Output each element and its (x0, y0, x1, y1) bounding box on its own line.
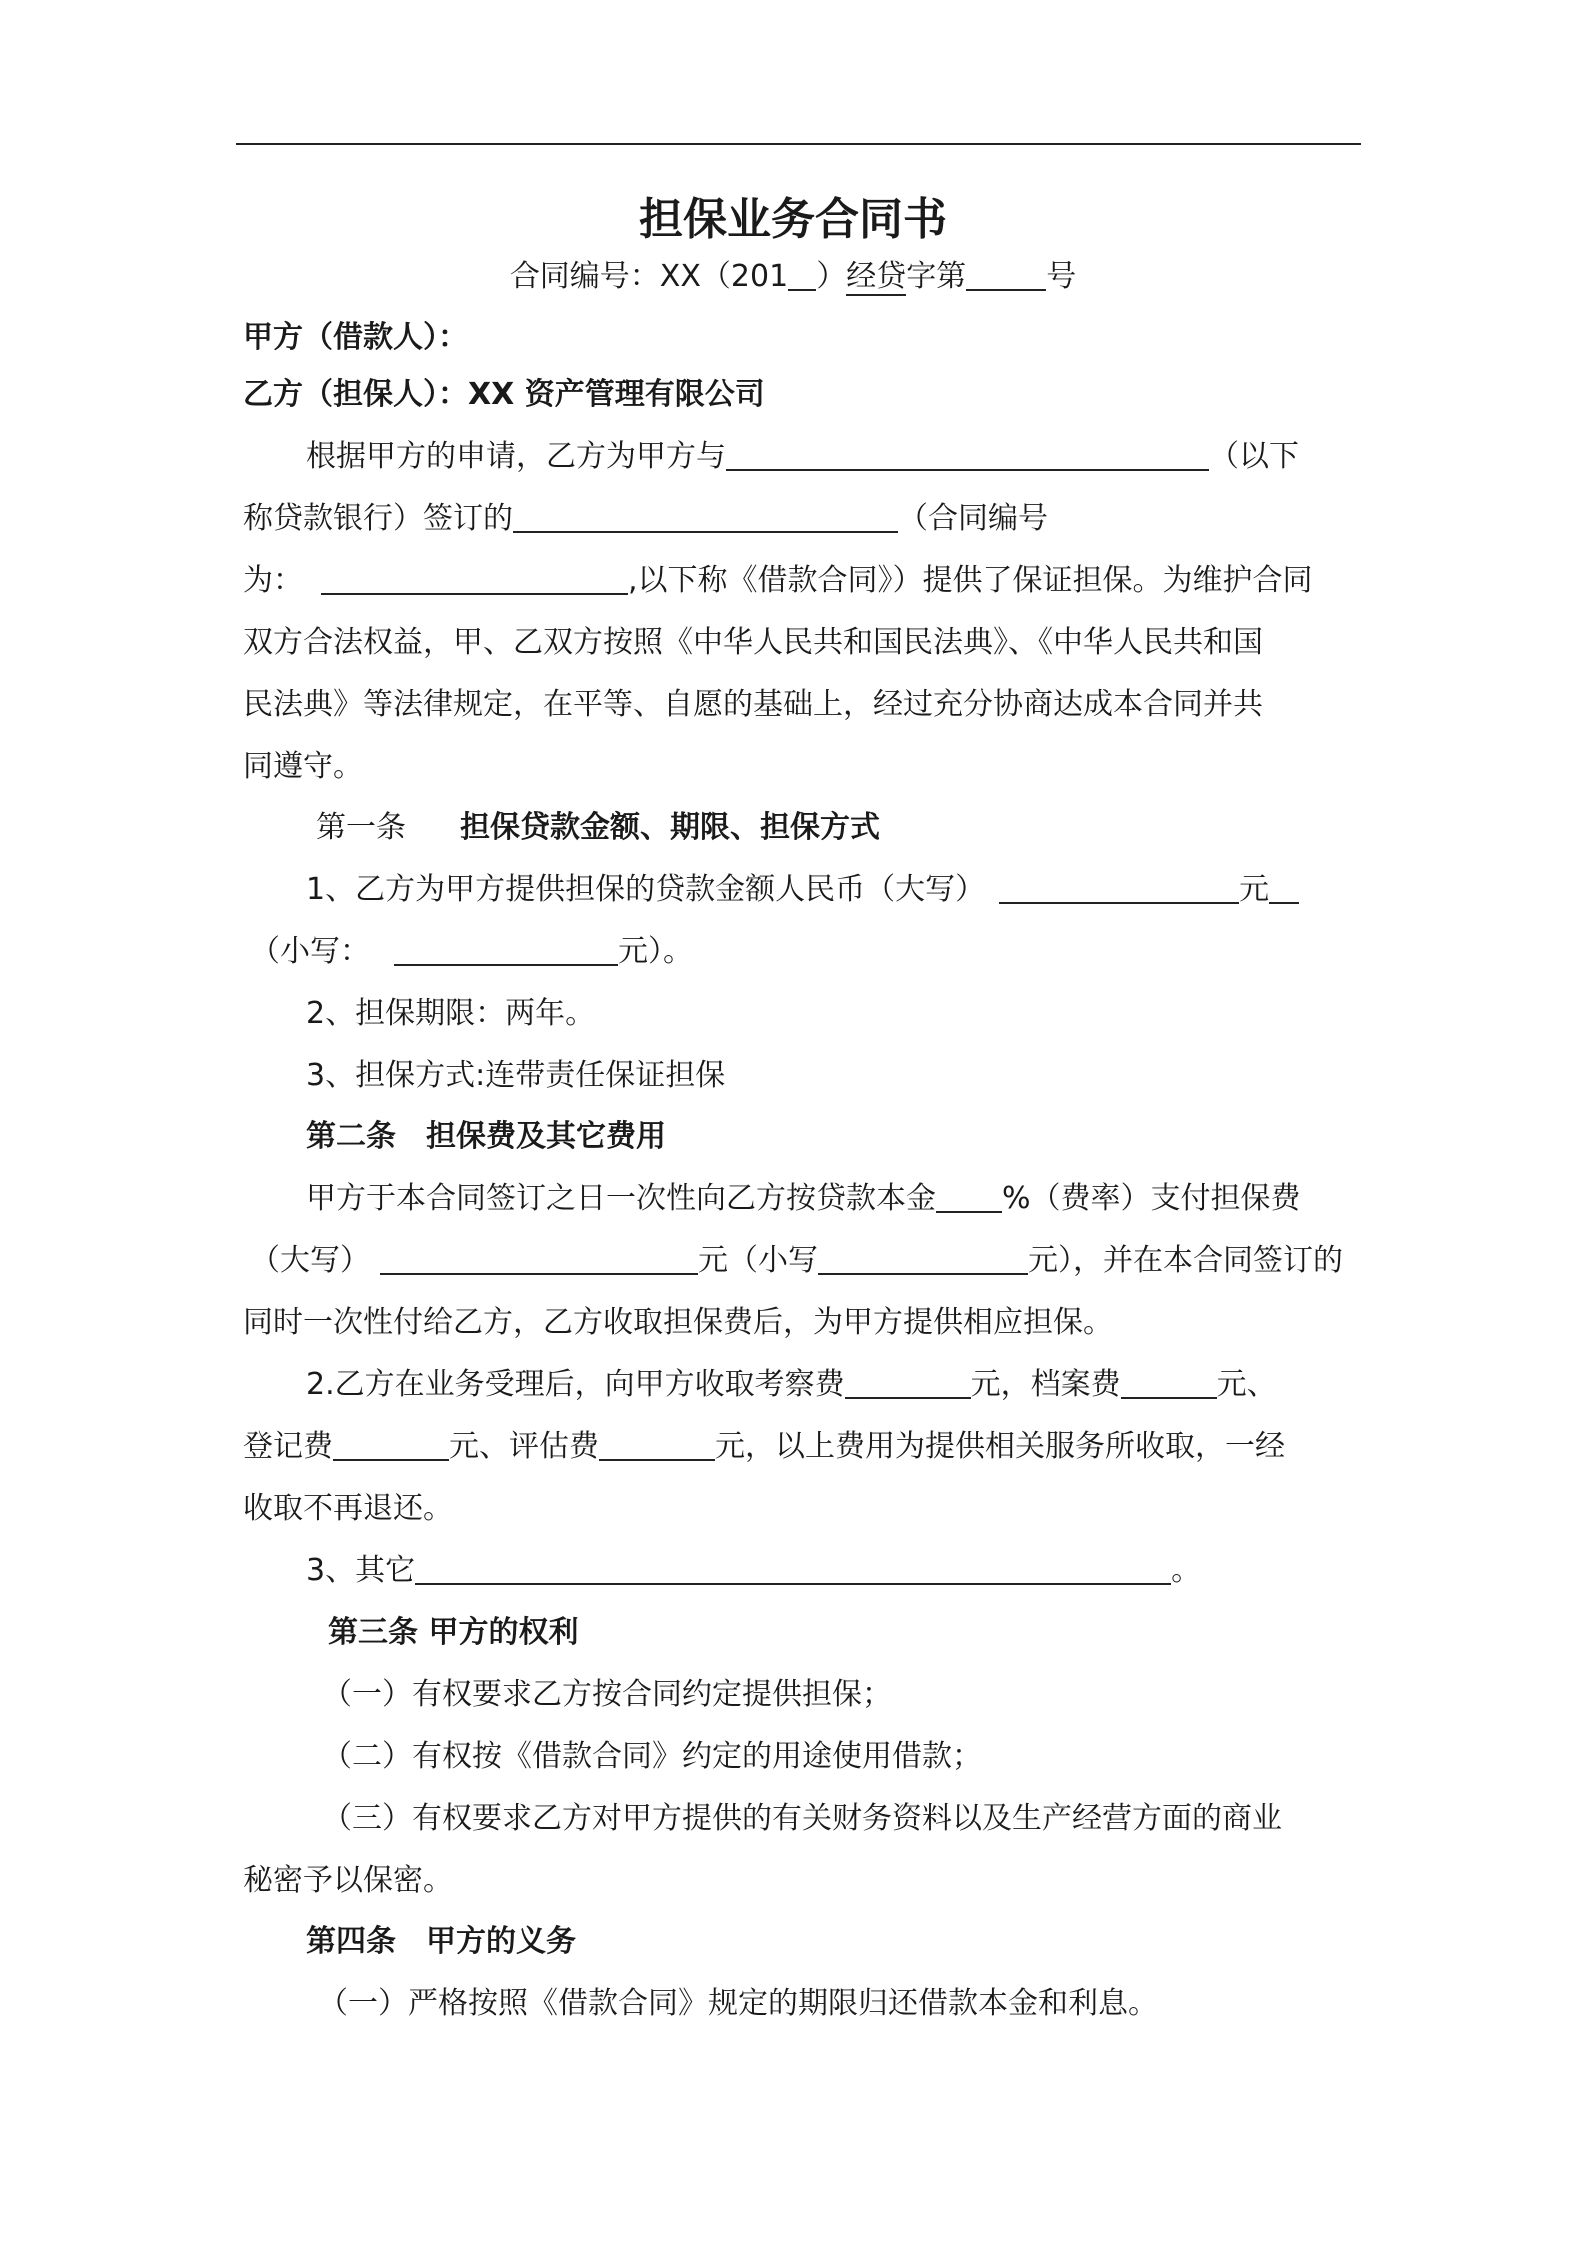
article-2-para-5 (243, 1423, 1386, 1471)
contract-number-prefix: 合同编号：XX（201 (509, 259, 789, 294)
item-text: 元 (1239, 872, 1270, 907)
intro-line-4: 双方合法权益，甲、乙双方按照《中华人民共和国民法典》、《中华人民共和国 (243, 625, 1263, 660)
intro-text: （合同编号 (898, 501, 1048, 536)
article-number: 第二条 (306, 1119, 396, 1154)
year-blank[interactable] (788, 253, 816, 291)
intro-text: 为： (243, 563, 303, 598)
item-text: 3、其它 (306, 1553, 416, 1588)
article-4-item-1: （一）严格按照《借款合同》规定的期限归还借款本金和利息。 (318, 1986, 1158, 2021)
article-1-item-2: 2、担保期限：两年。 (306, 996, 596, 1031)
item-text: 元），并在本合同签订的 (1028, 1243, 1343, 1278)
article-4-heading (306, 1918, 1386, 1966)
item-text: 登记费 (243, 1429, 333, 1464)
item-text: %（费率）支付担保费 (1002, 1181, 1301, 1216)
article-1-item-1 (306, 866, 1386, 914)
article-number: 第一条 (316, 810, 406, 845)
article-1-heading (316, 804, 1386, 852)
item-text: 1、乙方为甲方提供担保的贷款金额人民币（大写） (306, 872, 986, 907)
article-2-para-1 (306, 1175, 1386, 1223)
item-text: 元，档案费 (970, 1367, 1121, 1402)
bank-name-blank[interactable] (726, 433, 1209, 471)
trailing-blank[interactable] (1269, 866, 1299, 904)
intro-line-1 (306, 433, 1386, 481)
article-1-item-3: 3、担保方式:连带责任保证担保 (306, 1058, 726, 1093)
item-text: 元（小写 (698, 1243, 818, 1278)
article-title: 担保贷款金额、期限、担保方式 (460, 810, 880, 845)
intro-text: ,以下称《借款合同》）提供了保证担保。为维护合同 (628, 563, 1313, 598)
article-number: 第四条 (306, 1924, 396, 1959)
registration-fee-blank[interactable] (333, 1423, 449, 1461)
item-text: 元，以上费用为提供相关服务所收取，一经 (715, 1429, 1285, 1464)
item-text: 。 (1171, 1553, 1202, 1588)
article-title: 甲方的义务 (426, 1924, 576, 1959)
article-2-para-2 (250, 1237, 1386, 1285)
article-2-para-3: 同时一次性付给乙方，乙方收取担保费后，为甲方提供相应担保。 (243, 1305, 1113, 1340)
appraisal-fee-blank[interactable] (599, 1423, 715, 1461)
loan-contract-number-blank[interactable] (321, 557, 628, 595)
contract-number-end: 号 (1046, 259, 1077, 294)
intro-line-5: 民法典》等法律规定，在平等、自愿的基础上，经过充分协商达成本合同并共 (243, 687, 1263, 722)
party-a-line: 甲方（借款人）： (243, 320, 468, 355)
contract-number-paren: ） (816, 259, 847, 294)
party-b-line: 乙方（担保人）：XX 资产管理有限公司 (243, 377, 765, 412)
article-3-item-1: （一）有权要求乙方按合同约定提供担保； (322, 1677, 892, 1712)
inspection-fee-blank[interactable] (845, 1361, 971, 1399)
contract-number-mid: 经贷 (846, 259, 907, 294)
intro-text: 称贷款银行）签订的 (243, 501, 513, 536)
item-text: 元、 (1216, 1367, 1277, 1402)
article-3-item-2: （二）有权按《借款合同》约定的用途使用借款； (322, 1739, 982, 1774)
article-title: 担保费及其它费用 (426, 1119, 666, 1154)
item-text: 2.乙方在业务受理后，向甲方收取考察费 (306, 1367, 845, 1402)
loan-contract-name-blank[interactable] (513, 495, 898, 533)
fee-capital-blank[interactable] (380, 1237, 698, 1275)
item-text: （大写） (250, 1243, 370, 1278)
article-2-heading (306, 1113, 1386, 1161)
article-2-para-6: 收取不再退还。 (243, 1491, 453, 1526)
article-3-item-3: （三）有权要求乙方对甲方提供的有关财务资料以及生产经营方面的商业 (322, 1801, 1282, 1836)
article-1-item-1-cont (250, 928, 1386, 976)
fee-figures-blank[interactable] (818, 1237, 1028, 1275)
article-3-item-3-cont: 秘密予以保密。 (243, 1863, 453, 1898)
intro-text: （以下 (1209, 439, 1299, 474)
intro-line-2 (243, 495, 1386, 543)
intro-line-6: 同遵守。 (243, 749, 363, 784)
item-text: 甲方于本合同签订之日一次性向乙方按贷款本金 (306, 1181, 936, 1216)
number-blank[interactable] (966, 253, 1046, 291)
archive-fee-blank[interactable] (1121, 1361, 1217, 1399)
document-title: 担保业务合同书 (639, 194, 947, 245)
article-2-para-4 (306, 1361, 1386, 1409)
item-text: （小写： (250, 934, 370, 969)
loan-amount-capital-blank[interactable] (999, 866, 1239, 904)
item-text: 元、评估费 (449, 1429, 599, 1464)
fee-rate-blank[interactable] (936, 1175, 1002, 1213)
other-fee-blank[interactable] (415, 1547, 1171, 1585)
contract-number-suffix: 字第 (906, 259, 967, 294)
header-rule (236, 143, 1361, 145)
item-text: 元）。 (618, 934, 693, 969)
intro-line-3 (243, 557, 1386, 605)
article-3-heading: 第三条 甲方的权利 (328, 1615, 579, 1650)
intro-text: 根据甲方的申请，乙方为甲方与 (306, 439, 726, 474)
contract-number-line (0, 253, 1586, 301)
loan-amount-figures-blank[interactable] (394, 928, 618, 966)
article-2-para-7 (306, 1547, 1386, 1595)
